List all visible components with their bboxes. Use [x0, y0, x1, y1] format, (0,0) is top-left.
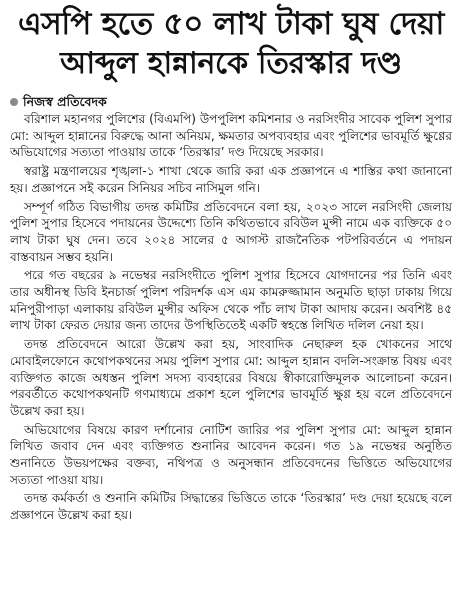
headline-line-2: আব্দুল হান্নানকে তিরস্কার দণ্ড — [60, 46, 402, 81]
paragraph: অভিযোগের বিষয়ে কারণ দর্শানোর নোটিশ জারির পর পুলিশ সুপার মো: আব্দুল হান্নান লিখিত জবাব দেন এবং ব্যক্তিগত শুনানির আবেদন করেন। গত ১৯ নভেম্বর অনুষ্ঠিত শুনানিতে উভয়পক্ষের বক্তব্য, নথিপত্র ও অনুসন্ধান প্রতিবেদনের ভিত্তিতে অভিযোগের সত্যতা পাওয়া যায়। — [10, 422, 452, 487]
paragraph: সম্পূর্ণ গঠিত বিভাগীয় তদন্ত কমিটির প্রতিবেদনে বলা হয়, ২০২৩ সালে নরসিংদী জেলায় পুলিশ সুপার হিসেবে পদায়নের উদ্দেশ্যে তিনি কথিতভাবে রবিউল মুন্সী নামে এক ব্যক্তিকে ৫০ লাখ টাকা ঘুষ দেন। তবে ২০২৪ সালের ৫ আগস্ট রাজনৈতিক পটপরিবর্তনে এ পদায়ন বাস্তবায়ন সম্ভব হয়নি। — [10, 199, 452, 264]
byline — [10, 94, 452, 110]
paragraph: স্বরাষ্ট্র মন্ত্রণালয়ের শৃঙ্খলা-১ শাখা থেকে জারি করা এক প্রজ্ঞাপনে এ শাস্তির কথা জানানো হয়। প্রজ্ঞাপনে সই করেন সিনিয়র সচিব নাসিমুল গনি। — [10, 164, 452, 195]
headline-line-1: এসপি হতে ৫০ লাখ টাকা ঘুষ দেয়া — [17, 6, 445, 42]
headline — [10, 0, 452, 84]
bullet-icon — [10, 98, 18, 106]
byline-text: নিজস্ব প্রতিবেদক — [23, 94, 107, 109]
paragraph: পরে গত বছরের ৯ নভেম্বর নরসিংদীতে পুলিশ সুপার হিসেবে যোগদানের পর তিনি এবং তার অধীনস্থ ডিবি ইনচার্জ পুলিশ পরিদর্শক এস এম কামরুজ্জামান অনুমতি ছাড়া ঢাকায় গিয়ে মনিপুরীপাড়া এলাকায় রবিউল মুন্সীর অফিস থেকে পাঁচ লাখ টাকা আদায় করেন। অবশিষ্ট ৪৫ লাখ টাকা ফেরত দেয়ার জন্য তাদের উপস্থিতিতেই একটি স্বহস্তে লিখিত দলিল নেয়া হয়। — [10, 268, 452, 333]
paragraph: বরিশাল মহানগর পুলিশের (বিএমপি) উপপুলিশ কমিশনার ও নরসিংদীর সাবেক পুলিশ সুপার মো: আব্দুল হান্নানের বিরুদ্ধে আনা অনিয়ম, ক্ষমতার অপব্যবহার এবং পুলিশের ভাবমূর্তি ক্ষুণ্ণের অভিযোগের সত্যতা পাওয়ায় তাকে ‘তিরস্কার’ দণ্ড দিয়েছে সরকার। — [10, 112, 452, 160]
paragraph: তদন্ত প্রতিবেদনে আরো উল্লেখ করা হয়, সাংবাদিক নেছারুল হক খোকনের সাথে মোবাইলফোনে কথোপকথনের সময় পুলিশ সুপার মো: আব্দুল হান্নান বদলি-সংক্রান্ত বিষয় এবং ব্যক্তিগত কাজে অধস্তন পুলিশ সদস্য ব্যবহারের বিষয়ে স্বীকারোক্তিমূলক আলোচনা করেন। পরবর্তীতে কথোপকথনটি গণমাধ্যমে প্রকাশ হলে পুলিশের ভাবমূর্তি ক্ষুণ্ণ হয় বলে প্রতিবেদনে উল্লেখ করা হয়। — [10, 337, 452, 418]
paragraph: তদন্ত কর্মকর্তা ও শুনানি কমিটির সিদ্ধান্তের ভিত্তিতে তাকে ‘তিরস্কার’ দণ্ড দেয়া হয়েছে বলে প্রজ্ঞাপনে উল্লেখ করা হয়। — [10, 491, 452, 523]
article-body — [10, 111, 452, 524]
